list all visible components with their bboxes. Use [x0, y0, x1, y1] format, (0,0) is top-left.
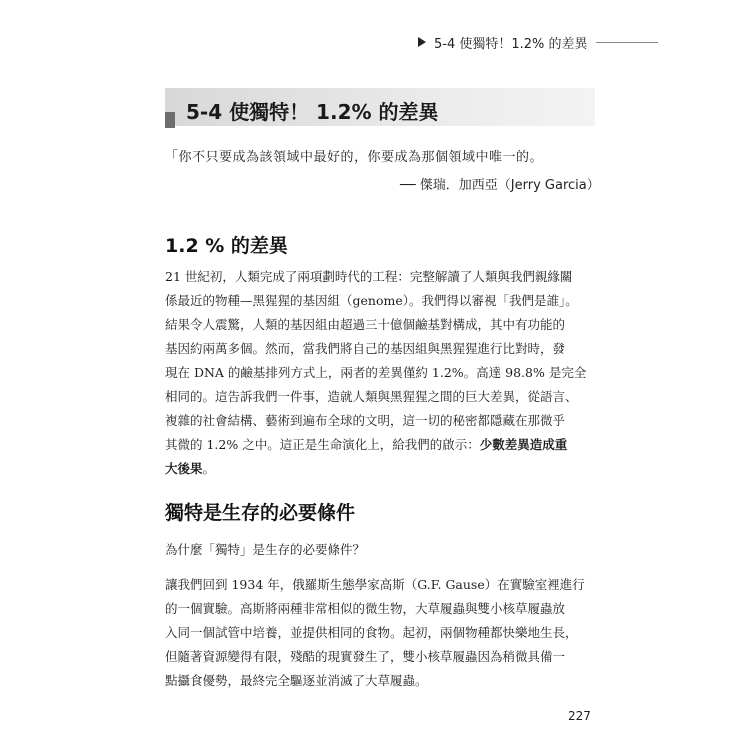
running-header-rule — [596, 42, 658, 43]
chapter-title: 5-4 使獨特！ 1.2% 的差異 — [186, 100, 439, 124]
paragraph-line: 現在 DNA 的鹼基排列方式上，兩者的差異僅約 1.2%。高達 98.8% 是完全 — [165, 365, 587, 380]
paragraph-line: 21 世紀初，人類完成了兩項劃時代的工程：完整解讀了人類與我們親緣關 — [165, 269, 573, 284]
paragraph-line: 基因約兩萬多個。然而，當我們將自己的基因組與黑猩猩進行比對時，發 — [165, 341, 566, 356]
paragraph-line — [165, 457, 590, 481]
epigraph-attribution: ── 傑瑞．加西亞（Jerry Garcia） — [400, 178, 600, 193]
section-heading-uniqueness: 獨特是生存的必要條件 — [165, 502, 356, 524]
running-header-text: 5-4 使獨特！1.2% 的差異 — [434, 36, 588, 52]
section-heading-difference: 1.2 % 的差異 — [165, 235, 288, 257]
paragraph-line: 係最近的物種—黑猩猩的基因組（genome）。我們得以審視「我們是誰」。 — [165, 293, 578, 308]
paragraph-line-text: 其微的 1.2% 之中。這正是生命演化上，給我們的啟示： — [165, 437, 480, 452]
section-1-paragraph — [165, 265, 590, 481]
paragraph-line: 複雜的社會結構、藝術到遍布全球的文明，這一切的秘密都隱藏在那微乎 — [165, 413, 566, 428]
paragraph-line: 點攝食優勢，最終完全驅逐並消滅了大草履蟲。 — [165, 673, 428, 688]
triangle-bullet-icon — [418, 37, 426, 47]
paragraph-line: 的一個實驗。高斯將兩種非常相似的微生物，大草履蟲與雙小核草履蟲放 — [165, 601, 566, 616]
paragraph-line: 入同一個試管中培養，並提供相同的食物。起初，兩個物種都快樂地生長， — [165, 625, 578, 640]
paragraph-line: 讓我們回到 1934 年，俄羅斯生態學家高斯（G.F. Gause）在實驗室裡進行 — [165, 577, 585, 592]
paragraph-line: 相同的。這告訴我們一件事，造就人類與黑猩猩之間的巨大差異，從語言、 — [165, 389, 578, 404]
paragraph-line-end: 。 — [202, 461, 216, 476]
paragraph-line: 但隨著資源變得有限，殘酷的現實發生了，雙小核草履蟲因為稍微具備一 — [165, 649, 566, 664]
emphasis-text: 少數差異造成重 — [479, 437, 568, 452]
page-number: 227 — [568, 709, 591, 723]
paragraph-line: 結果令人震驚，人類的基因組由超過三十億個鹼基對構成，其中有功能的 — [165, 317, 566, 332]
chapter-marker-block — [165, 112, 175, 128]
running-header — [418, 33, 658, 51]
section-2-paragraph — [165, 573, 590, 693]
section-2-question: 為什麼「獨特」是生存的必要條件？ — [165, 542, 366, 557]
paragraph-line — [165, 433, 590, 457]
emphasis-text: 大後果 — [165, 461, 203, 476]
epigraph-quote: 「你不只要成為該領域中最好的，你要成為那個領域中唯一的。 — [165, 150, 544, 165]
